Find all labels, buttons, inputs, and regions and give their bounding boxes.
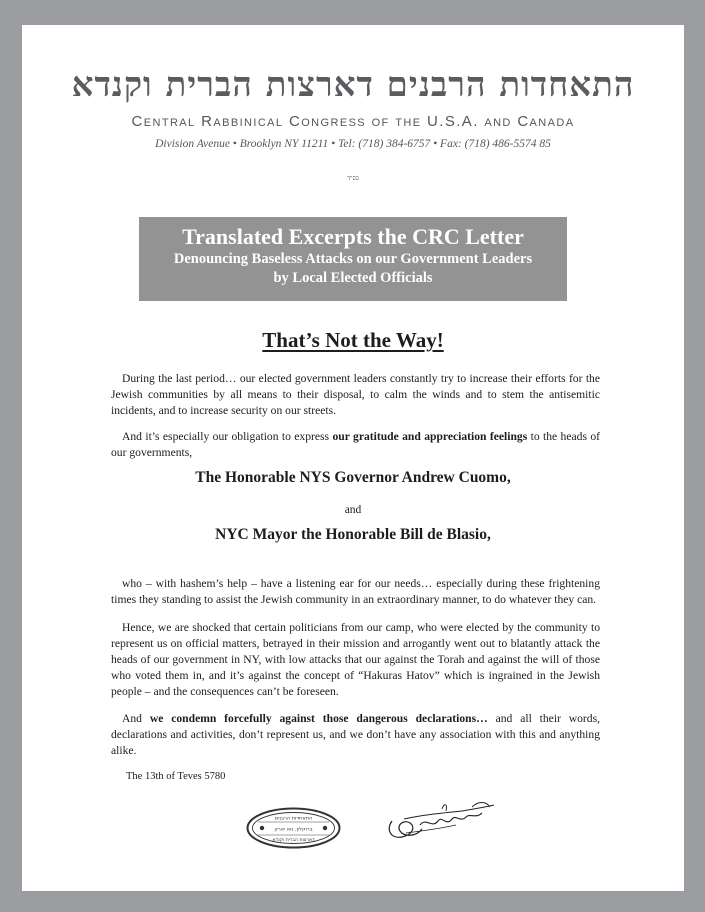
organization-seal-stamp: [246, 807, 341, 849]
banner-subtitle-line-2: by Local Elected Officials: [273, 270, 433, 286]
paragraph-2-end: to the heads of our governments,: [111, 430, 600, 459]
svg-text:דארצות הברית וקנדא: דארצות הברית וקנדא: [272, 838, 315, 843]
title-banner: [139, 217, 567, 301]
bsd-mark: בס"ד: [347, 176, 359, 182]
svg-text:התאחדות הרבנים: התאחדות הרבנים: [274, 815, 313, 822]
letter-date: The 13th of Teves 5780: [126, 771, 226, 782]
letter-page: [22, 25, 684, 891]
letter-heading-text: That’s Not the Way!: [262, 328, 444, 352]
handwritten-signature: [382, 799, 497, 843]
letter-heading: [22, 328, 684, 353]
paragraph-5-end: and all their words, declarations and activities, don’t represent us, and we don’t have any association with this and anything alike.: [111, 712, 601, 757]
paragraph-2-start: And it’s especially our obligation to express: [122, 430, 333, 443]
paragraph-5-start: And: [122, 712, 150, 725]
paragraph-5: [111, 711, 600, 759]
and-line: and: [344, 504, 362, 516]
paragraph-2: [111, 429, 600, 461]
banner-subtitle-line-1: Denouncing Baseless Attacks on our Government Leaders: [173, 251, 533, 267]
hebrew-letterhead-title: התאחדות הרבנים דארצות הברית וקנדא: [71, 65, 635, 105]
organization-name: Central Rabbinical Congress of the U.S.A. and Canada: [131, 113, 575, 130]
banner-title: Translated Excerpts the CRC Letter: [182, 224, 524, 249]
organization-contact-line: Division Avenue • Brooklyn NY 11211 • Tel: (718) 384-6757 • Fax: (718) 486-5574 85: [155, 138, 551, 150]
paragraph-2-bold: our gratitude and appreciation feelings: [332, 430, 528, 443]
paragraph-1: During the last period… our elected government leaders constantly try to increase their efforts for the Jewish communities by all means to their disposal, to calm the winds and to stem the antisemitic incidents, and to increase security on our streets.: [111, 372, 600, 417]
paragraph-5-bold: we condemn forcefully against those dangerous declarations…: [149, 712, 488, 725]
mayor-line: NYC Mayor the Honorable Bill de Blasio,: [215, 526, 491, 543]
paragraph-4: Hence, we are shocked that certain politicians from our camp, who were elected by the community to represent us on official matters, betrayed in their mission and arrogantly went out to blatantly attack the heads of our government in NY, with low attacks that our against the Torah and against the will of those who voted them in, and it’s against the concept of “Hakuras Hatov” which is ingrained in the Jewish people – and the consequences can’t be foreseen.: [111, 621, 600, 698]
governor-line: The Honorable NYS Governor Andrew Cuomo,: [195, 469, 511, 486]
svg-text:ברוקלין, נוא יארק: ברוקלין, נוא יארק: [274, 826, 313, 833]
paragraph-3: who – with hashem’s help – have a listening ear for our needs… especially during these frightening times they standing to assist the Jewish community in an extraordinary manner, to do whatever they can.: [111, 577, 600, 606]
